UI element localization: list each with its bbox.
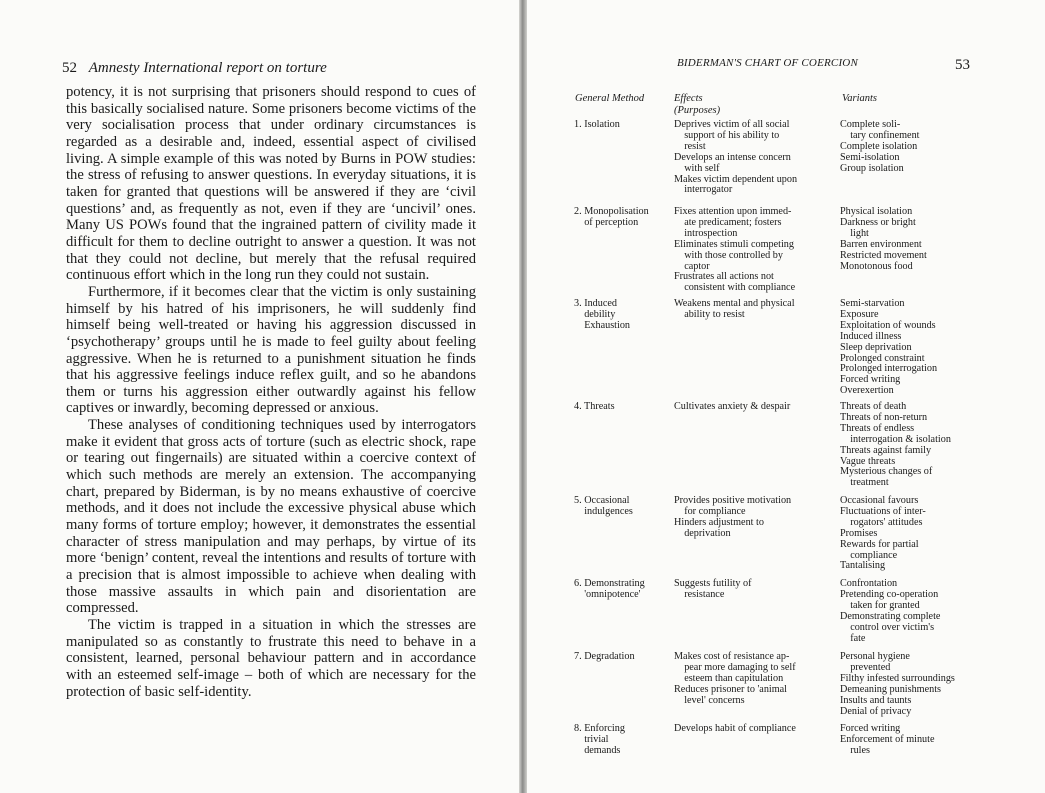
- text-line: captor: [674, 260, 710, 272]
- paragraph: The victim is trapped in a situation in which the stresses are manipulated so as constantly to frustrate this need to behave in a consistent, learned, personal behaviour pattern and in accordance with an esteemed self-image – both of which are necessary for the protection of basic self-identity.: [66, 617, 476, 700]
- text-line: Monotonous food: [840, 260, 913, 272]
- text-line: Cultivates anxiety & despair: [674, 401, 791, 412]
- text-line: Threats against family: [840, 444, 932, 456]
- variants-cell: [840, 402, 1040, 489]
- text-line: level' concerns: [674, 694, 745, 706]
- text-line: ate predicament; fosters: [674, 216, 782, 228]
- text-line: 4. Threats: [574, 401, 615, 412]
- text-line: Fluctuations of inter-: [840, 505, 926, 517]
- text-line: interrogation & isolation: [840, 433, 951, 445]
- text-line: taken for granted: [840, 599, 920, 611]
- text-line: support of his ability to: [674, 129, 780, 141]
- text-line: Physical isolation: [840, 206, 913, 217]
- text-line: Hinders adjustment to: [674, 516, 764, 528]
- variants-cell: [840, 120, 1040, 175]
- text-line: ability to resist: [674, 308, 745, 320]
- text-line: Filthy infested surroundings: [840, 672, 955, 684]
- effects-cell: [674, 402, 834, 413]
- text-line: General Method: [575, 93, 645, 104]
- text-line: Effects: [674, 93, 703, 104]
- text-line: Makes victim dependent upon: [674, 173, 798, 185]
- method-cell: [574, 120, 669, 131]
- text-line: resist: [674, 140, 706, 152]
- text-line: Group isolation: [840, 162, 904, 174]
- variants-cell: [840, 652, 1040, 717]
- text-line: 1. Isolation: [574, 119, 620, 130]
- text-line: interrogator: [674, 184, 733, 196]
- text-line: treatment: [840, 477, 889, 489]
- paragraph: potency, it is not surprising that prisoners should respond to cues of this basically socialised nature. Some prisoners become victims of the very socialisation process that under ordinary circumstances is regarded as a desirable and, indeed, essential aspect of civilised living. A simple example of this was noted by Burns in POW studies: the stress of refusing to answer questions. In everyday situations, it is taken for granted that questions will be answered if they are ‘civil questions’ and, as frequently as not, even if they are ‘uncivil’ ones. Many US POWs found that the ingrained pattern of civility made it difficult for them to decline outright to answer a question. It was not that they could not decline, but merely that the refusal required continuous effort which in the long run they could not sustain.: [66, 84, 476, 284]
- variants-cell: [840, 579, 1040, 644]
- text-line: 7. Degradation: [574, 651, 635, 662]
- effects-cell: [674, 724, 834, 735]
- method-cell: [574, 402, 669, 413]
- text-line: Eliminates stimuli competing: [674, 238, 794, 250]
- text-line: 8. Enforcing: [574, 723, 625, 734]
- text-line: Pretending co-operation: [840, 588, 939, 600]
- text-line: Rewards for partial: [840, 538, 919, 550]
- text-line: Forced writing: [840, 723, 901, 734]
- chart-title: BIDERMAN'S CHART OF COERCION: [677, 57, 858, 69]
- text-line: Exploitation of wounds: [840, 319, 936, 331]
- text-line: Threats of endless: [840, 422, 915, 434]
- effects-cell: [674, 299, 834, 321]
- text-line: introspection: [674, 227, 738, 239]
- text-line: resistance: [674, 588, 725, 600]
- text-line: Insults and taunts: [840, 694, 912, 706]
- text-line: Enforcement of minute: [840, 733, 935, 745]
- text-line: Fixes attention upon immed-: [674, 206, 792, 217]
- text-line: Semi-isolation: [840, 151, 900, 163]
- text-line: Mysterious changes of: [840, 466, 933, 478]
- coercion-chart: [527, 0, 1045, 793]
- right-page-number: 53: [955, 57, 970, 73]
- text-line: consistent with compliance: [674, 282, 796, 294]
- text-line: demands: [574, 744, 621, 756]
- text-line: Denial of privacy: [840, 705, 912, 717]
- text-line: Overexertion: [840, 385, 894, 397]
- text-line: Prolonged constraint: [840, 352, 925, 364]
- variants-cell: [840, 724, 1040, 757]
- text-line: deprivation: [674, 527, 731, 539]
- text-line: Promises: [840, 527, 878, 539]
- text-line: Exhaustion: [574, 319, 631, 331]
- text-line: of perception: [574, 216, 639, 228]
- text-line: Exposure: [840, 308, 879, 320]
- text-line: Threats of death: [840, 401, 907, 412]
- variants-cell: [840, 207, 1040, 272]
- effects-cell: [674, 120, 834, 196]
- text-line: Threats of non-return: [840, 411, 928, 423]
- text-line: light: [840, 227, 869, 239]
- text-line: rules: [840, 744, 870, 756]
- text-line: debility: [574, 308, 616, 320]
- text-line: Occasional favours: [840, 495, 919, 506]
- text-line: Forced writing: [840, 374, 901, 386]
- running-title: Amnesty International report on torture: [88, 60, 327, 76]
- text-line: control over victim's: [840, 621, 935, 633]
- text-line: Provides positive motivation: [674, 495, 792, 506]
- text-line: Develops an intense concern: [674, 151, 791, 163]
- text-line: prevented: [840, 661, 891, 673]
- method-cell: [574, 207, 669, 229]
- text-line: Demeaning punishments: [840, 683, 942, 695]
- method-cell: [574, 652, 669, 663]
- method-cell: [574, 579, 669, 601]
- paragraph: Furthermore, if it becomes clear that the victim is only sustaining himself by his hatred of his imprisoners, he will suddenly find himself being well-treated or having his aggression discussed in ‘psychotherapy’ groups until he is made to feel guilty about feeling aggressive. When he is returned to a punishment situation he finds that his aggressive feelings induce reflex guilt, and so he abandons them or turns his aggression either outwardly against his fellow captives or inwardly, becoming depressed or anxious.: [66, 283, 476, 417]
- left-page-number: 52: [62, 60, 77, 76]
- left-page-header: [62, 60, 327, 77]
- body-text: [66, 84, 476, 700]
- method-cell: [574, 299, 669, 332]
- effects-cell: [674, 652, 834, 707]
- effects-cell: [674, 579, 834, 601]
- text-line: (Purposes): [674, 105, 721, 116]
- text-line: Complete isolation: [840, 140, 918, 152]
- text-line: esteem than capitulation: [674, 672, 784, 684]
- text-line: Suggests futility of: [674, 578, 752, 589]
- book-gutter: [519, 0, 527, 793]
- method-cell: [574, 724, 669, 757]
- text-line: Darkness or bright: [840, 216, 916, 228]
- effects-cell: [674, 496, 834, 540]
- text-line: 'omnipotence': [574, 588, 641, 600]
- text-line: Confrontation: [840, 578, 898, 589]
- text-line: fate: [840, 632, 866, 644]
- left-page: [0, 0, 519, 793]
- text-line: Induced illness: [840, 330, 902, 342]
- text-line: rogators' attitudes: [840, 516, 923, 528]
- text-line: Tantalising: [840, 560, 886, 572]
- text-line: Restricted movement: [840, 249, 927, 261]
- text-line: Makes cost of resistance ap-: [674, 651, 790, 662]
- text-line: Personal hygiene: [840, 651, 910, 662]
- text-line: 3. Induced: [574, 298, 617, 309]
- text-line: Variants: [842, 93, 878, 104]
- text-line: Sleep deprivation: [840, 341, 912, 353]
- text-line: Prolonged interrogation: [840, 363, 938, 375]
- paragraph: These analyses of conditioning techniques used by interrogators make it evident that gross acts of torture (such as electric shock, rape or tearing out fingernails) are situated within a coercive context of which such methods are merely an extension. The accompanying chart, prepared by Biderman, is by no means exhaustive of coercive methods, and it does not include the excessive physical abuse which many forms of torture employ; however, it demonstrates the essential character of stress manipulation and may perhaps, by virtue of its more ‘benign’ content, reveal the intentions and results of torture with a precision that is almost impossible to achieve when dealing with those massive assaults in which pain and disorientation are compressed.: [66, 417, 476, 617]
- effects-cell: [674, 207, 834, 294]
- text-line: pear more damaging to self: [674, 661, 796, 673]
- text-line: trivial: [574, 733, 609, 745]
- text-line: Complete soli-: [840, 119, 901, 130]
- text-line: Demonstrating complete: [840, 610, 941, 622]
- text-line: Reduces prisoner to 'animal: [674, 683, 788, 695]
- method-cell: [574, 496, 669, 518]
- text-line: 2. Monopolisation: [574, 206, 649, 217]
- variants-cell: [840, 299, 1040, 397]
- right-page: [527, 0, 1045, 793]
- text-line: compliance: [840, 549, 898, 561]
- text-line: indulgences: [574, 505, 633, 517]
- text-line: 5. Occasional: [574, 495, 630, 506]
- text-line: 6. Demonstrating: [574, 578, 645, 589]
- text-line: Deprives victim of all social: [674, 119, 790, 130]
- text-line: Weakens mental and physical: [674, 298, 795, 309]
- text-line: Frustrates all actions not: [674, 271, 774, 283]
- text-line: with self: [674, 162, 720, 174]
- text-line: Barren environment: [840, 238, 922, 250]
- text-line: Develops habit of compliance: [674, 723, 796, 734]
- text-line: with those controlled by: [674, 249, 783, 261]
- variants-cell: [840, 496, 1040, 572]
- text-line: tary confinement: [840, 129, 920, 141]
- text-line: Semi-starvation: [840, 298, 905, 309]
- text-line: Vague threats: [840, 455, 896, 467]
- text-line: for compliance: [674, 505, 746, 517]
